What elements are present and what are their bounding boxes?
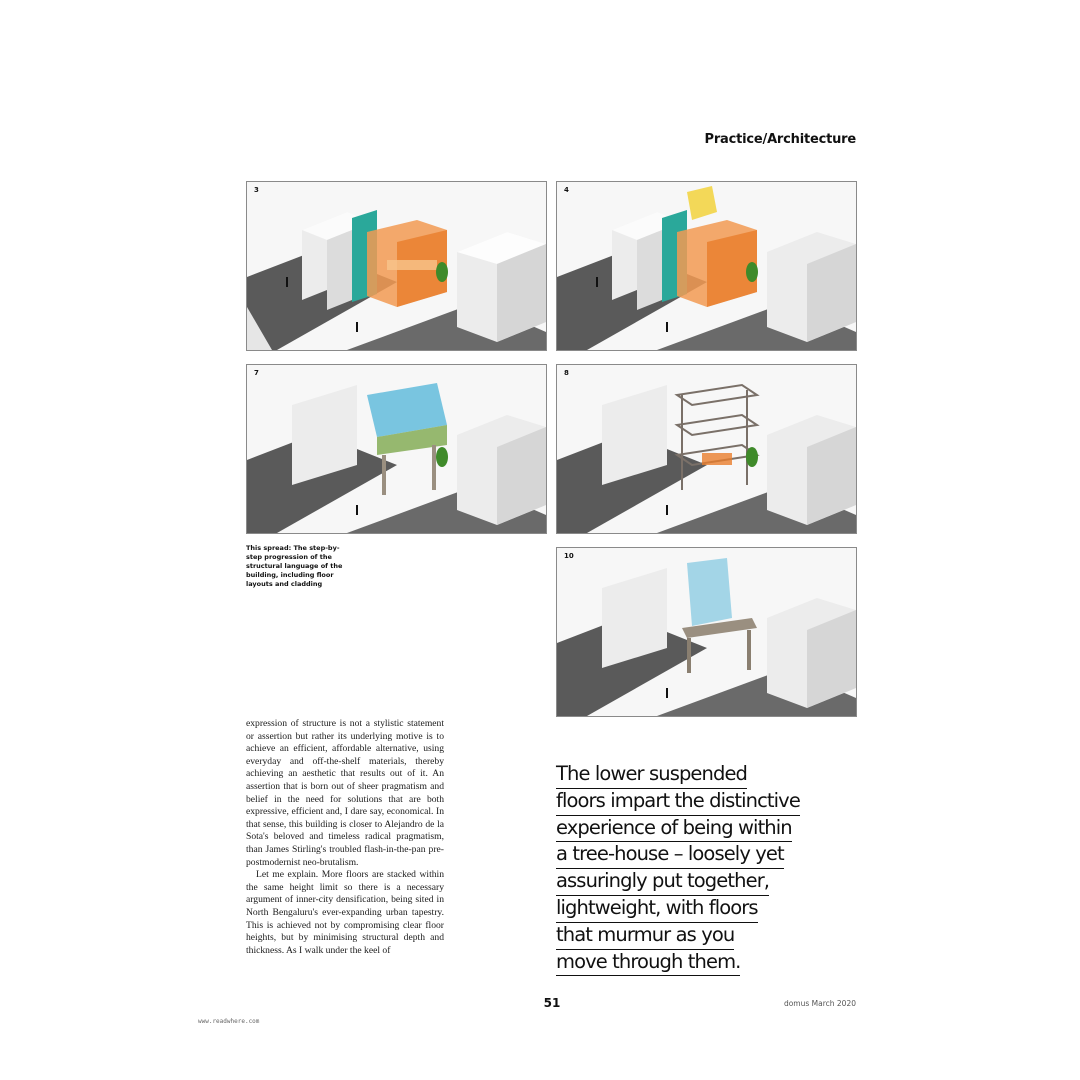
diagram-panel-10 [556, 547, 857, 717]
diagram-panel-8 [556, 364, 857, 534]
panel-number: 4 [564, 186, 569, 194]
axonometric-diagram [557, 548, 856, 716]
section-label: Practice/Architecture [704, 132, 856, 147]
panel-number: 10 [564, 552, 574, 560]
pull-quote-line: that murmur as you [556, 923, 734, 950]
diagram-panel-4 [556, 181, 857, 351]
pull-quote-line: a tree-house – loosely yet [556, 842, 784, 869]
pull-quote-line: assuringly put together, [556, 869, 769, 896]
figure-caption: This spread: The step-by-step progression of the structural language of the building, including floor layouts and cladding [246, 544, 343, 588]
issue-label: domus March 2020 [783, 999, 856, 1008]
body-text [246, 718, 444, 957]
axonometric-diagram [247, 365, 546, 533]
diagram-panel-3 [246, 181, 547, 351]
diagram-panel-7 [246, 364, 547, 534]
body-paragraph: Let me explain. More floors are stacked within the same height limit so there is a necessary argument of inner-city densification, being sited in North Bengaluru's ever-expanding urban tapestry. This is achieved not by compromising clear floor heights, but by minimising structural depth and thickness. As I walk under the keel of [246, 869, 444, 956]
pull-quote [556, 762, 856, 976]
pull-quote-line: floors impart the distinctive [556, 789, 800, 816]
page-number: 51 [543, 996, 561, 1010]
panel-number: 7 [254, 369, 259, 377]
body-paragraph: expression of structure is not a stylistic statement or assertion but rather its underlying motive is to achieve an efficient, affordable alternative, using everyday and off-the-shelf materials, thereby achieving an aesthetic that results out of it. An assertion that is born out of sheer pragmatism and belief in the need for solutions that are both expressive, efficient and, I dare say, economical. In that sense, this building is closer to Alejandro de la Sota's beloved and timeless radical pragmatism, than James Stirling's troubled flash-in-the-pan pre-postmodernist neo-brutalism. [246, 718, 444, 868]
pull-quote-line: move through them. [556, 950, 740, 977]
pull-quote-line: experience of being within [556, 816, 792, 843]
panel-number: 8 [564, 369, 569, 377]
pull-quote-line: lightweight, with floors [556, 896, 758, 923]
axonometric-diagram [557, 365, 856, 533]
axonometric-diagram [247, 182, 546, 350]
pull-quote-line: The lower suspended [556, 762, 747, 789]
website-watermark: www.readwhere.com [198, 1018, 260, 1025]
axonometric-diagram [557, 182, 856, 350]
panel-number: 3 [254, 186, 259, 194]
